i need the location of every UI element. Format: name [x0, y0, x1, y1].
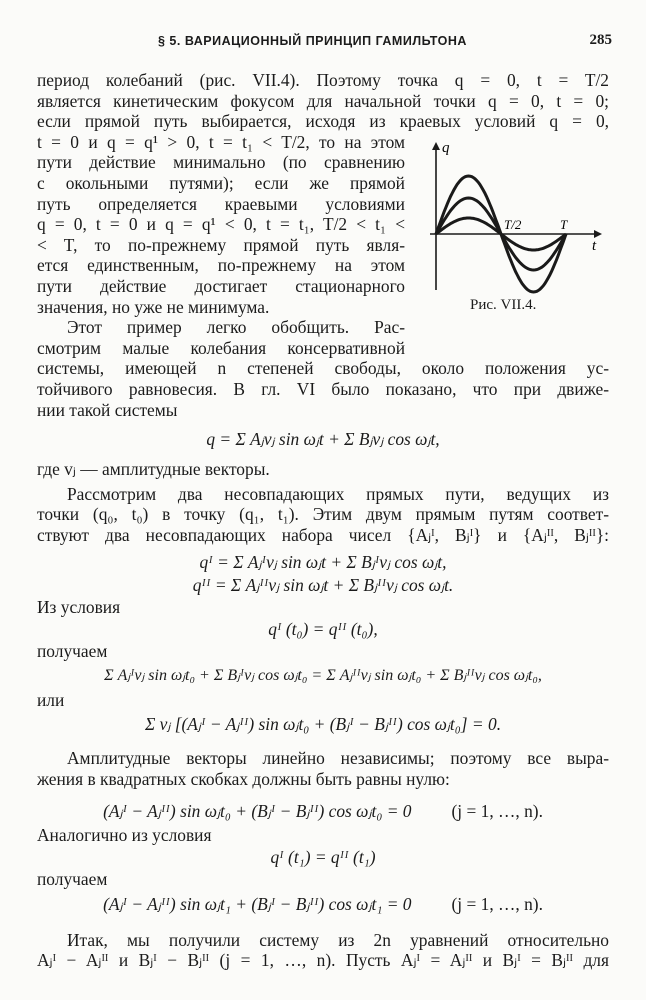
text-line: t = 0 и q = q¹ > 0, t = t₁ < T/2, то на этом [37, 131, 405, 152]
equation: Σ Aⱼᴵvⱼ sin ωⱼt₀ + Σ Bⱼᴵvⱼ cos ωⱼt₀ = Σ Aⱼᴵᴵvⱼ sin ωⱼt₀ + Σ Bⱼᴵᴵvⱼ cos ωⱼt₀, [104, 666, 542, 684]
equation: qᴵ (t₀) = qᴵᴵ (t₀), [268, 619, 378, 640]
text-line: где vⱼ — амплитудные векторы. [37, 459, 270, 480]
text-line: Этот пример легко обобщить. Рас- [67, 317, 405, 338]
text-line: путь определяется краевыми условиями [37, 193, 405, 214]
q-axis-label: q [442, 140, 450, 156]
equation: qᴵ = Σ Aⱼᴵvⱼ sin ωⱼt + Σ Bⱼᴵvⱼ cos ωⱼt, [199, 552, 447, 573]
text-line: значения, но уже не минимума. [37, 296, 270, 317]
equation [37, 890, 609, 918]
text-line: < T, то по-прежнему прямой путь явля- [37, 234, 405, 255]
text-line: ствуют два несовпадающих набора чисел {Aⱼᴵ, Bⱼᴵ} и {Aⱼᴵᴵ, Bⱼᴵᴵ}: [37, 524, 609, 545]
tick-label-period: T [560, 217, 568, 232]
text-line: пути действие минимально (по сравнению [37, 152, 405, 173]
text-line: пути действие достигает стационарного [37, 275, 405, 296]
text-line: получаем [37, 869, 108, 890]
t-axis-arrow-icon [594, 230, 602, 238]
text-line: Aⱼᴵ − Aⱼᴵᴵ и Bⱼᴵ − Bⱼᴵᴵ (j = 1, …, n). Пусть Aⱼᴵ = Aⱼᴵᴵ и Bⱼᴵ = Bⱼᴵᴵ для [37, 950, 609, 971]
text-line: Рассмотрим два несовпадающих прямых пути, ведущих из [67, 483, 609, 504]
equation: qᴵ (t₁) = qᴵᴵ (t₁) [270, 847, 376, 868]
equation-body: (Aⱼᴵ − Aⱼᴵᴵ) sin ωⱼt₁ + (Bⱼᴵ − Bⱼᴵᴵ) cos ωⱼt₁ = 0 [103, 893, 412, 914]
text-line: тойчивого равновесия. В гл. VI было показано, что при движе- [37, 378, 609, 399]
t-axis-label: t [592, 238, 597, 254]
equation-body: (Aⱼᴵ − Aⱼᴵᴵ) sin ωⱼt₀ + (Bⱼᴵ − Bⱼᴵᴵ) cos ωⱼt₀ = 0 [103, 801, 412, 822]
text-line: Из условия [37, 597, 121, 618]
text-line: q = 0, t = 0 и q = q¹ < 0, t = t₁, T/2 < t₁ < [37, 214, 405, 235]
equation: Σ vⱼ [(Aⱼᴵ − Aⱼᴵᴵ) sin ωⱼt₀ + (Bⱼᴵ − Bⱼᴵᴵ) cos ωⱼt₀] = 0. [144, 714, 502, 735]
text-line: смотрим малые колебания консервативной [37, 337, 405, 358]
tick-label-half-period: T/2 [504, 217, 522, 232]
text-line: или [37, 689, 65, 710]
equation: q = Σ Aⱼvⱼ sin ωⱼt + Σ Bⱼvⱼ cos ωⱼt, [206, 429, 440, 450]
text-line: получаем [37, 641, 108, 662]
equation-number: (j = 1, …, n). [451, 801, 543, 822]
text-line: Итак, мы получили систему из 2n уравнений относительно [67, 929, 609, 950]
text-line: с окольными путями); если же прямой [37, 172, 405, 193]
text-line: ется единственным, по-прежнему на этом [37, 255, 405, 276]
text-line: период колебаний (рис. VII.4). Поэтому точка q = 0, t = T/2 [37, 70, 609, 90]
equation [37, 797, 609, 825]
q-axis-arrow-icon [432, 142, 440, 150]
text-line: Амплитудные векторы линейно независимы; поэтому все выра- [67, 748, 609, 769]
figure-caption: Рис. VII.4. [470, 297, 537, 313]
text-line: является кинетическим фокусом для начальной точки q = 0, t = 0; [37, 90, 609, 111]
section-title: § 5. ВАРИАЦИОННЫЙ ПРИНЦИП ГАМИЛЬТОНА [158, 34, 467, 48]
page-number: 285 [589, 32, 612, 48]
text-line: жения в квадратных скобках должны быть равны нулю: [37, 768, 450, 789]
equation: qᴵᴵ = Σ Aⱼᴵᴵvⱼ sin ωⱼt + Σ Bⱼᴵᴵvⱼ cos ωⱼt. [192, 575, 454, 596]
text-line: Аналогично из условия [37, 825, 212, 846]
running-header [0, 32, 646, 54]
text-line: если прямой путь выбирается, исходя из краевых условий q = 0, [37, 111, 609, 132]
text-line: нии такой системы [37, 399, 178, 420]
equation-number: (j = 1, …, n). [451, 893, 543, 914]
text-line: системы, имеющей n степеней свободы, около положения ус- [37, 358, 609, 379]
text-line: точки (q₀, t₀) в точку (q₁, t₁). Этим двум прямым путям соответ- [37, 504, 609, 525]
